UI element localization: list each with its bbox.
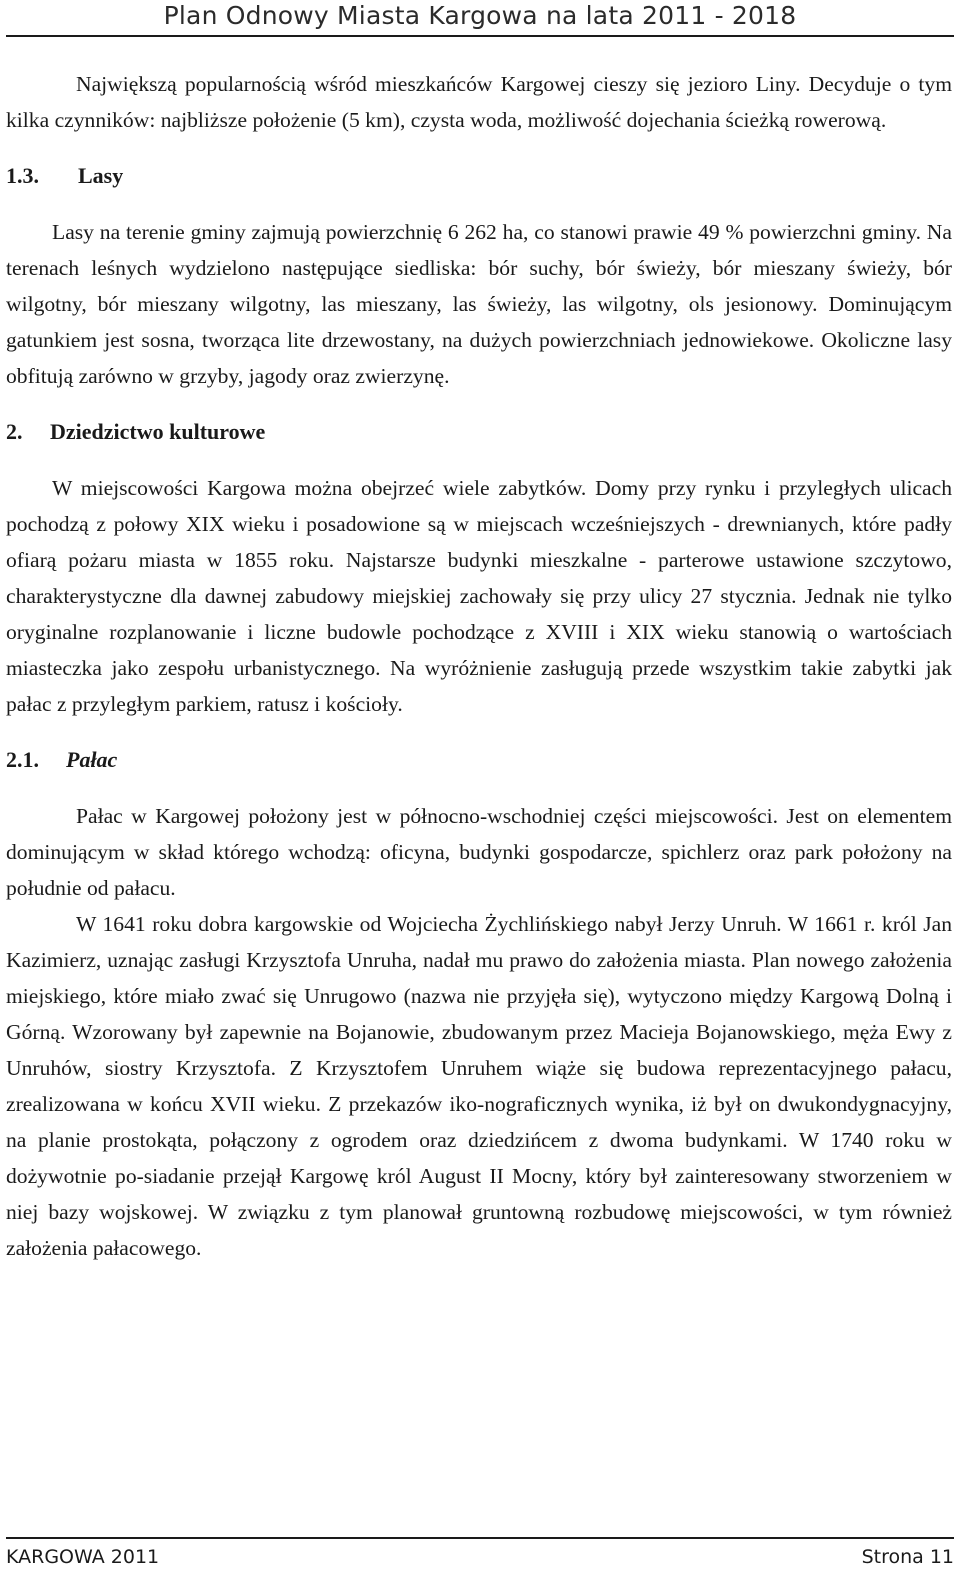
section-number: 2.	[6, 419, 23, 444]
footer-left-text: KARGOWA 2011	[6, 1546, 160, 1568]
spacer	[6, 394, 952, 414]
section-heading-1-3	[6, 158, 952, 194]
spacer	[6, 138, 952, 158]
page-number: Strona 11	[861, 1546, 954, 1568]
footer-rule	[6, 1537, 954, 1539]
spacer	[6, 778, 952, 798]
section-heading-2	[6, 414, 952, 450]
section-title: Pałac	[66, 747, 118, 772]
section-2-paragraph: W miejscowości Kargowa można obejrzeć wiele zabytków. Domy przy rynku i przyległych ulicach pochodzą z połowy XIX wieku i posadowione są w miejscach wcześniejszych - drewnianych, które padły ofiarą pożaru miasta w 1855 roku. Najstarsze budynki mieszkalne - parterowe ustawione szczytowo, charakterystyczne dla dawnej zabudowy miejskiej zachowały się przy ulicy 27 stycznia. Jednak nie tylko oryginalne rozplanowanie i liczne budowle pochodzące z XVIII i XIX wieku stanowią o wartościach miasteczka jako zespołu urbanistycznego. Na wyróżnienie zasługują przede wszystkim takie zabytki jak pałac z przyległym parkiem, ratusz i kościoły.	[6, 476, 952, 716]
section-title: Dziedzictwo kulturowe	[50, 419, 266, 444]
running-header: Plan Odnowy Miasta Kargowa na lata 2011 - 2018	[163, 1, 797, 30]
spacer	[6, 722, 952, 742]
intro-paragraph: Największą popularnością wśród mieszkańców Kargowej cieszy się jezioro Liny. Decyduje o tym kilka czynników: najbliższe położenie (5 km), czysta woda, możliwość dojechania ścieżką rowerową.	[6, 72, 952, 132]
section-number: 1.3.	[6, 163, 39, 188]
spacer	[6, 450, 952, 470]
header-rule	[6, 35, 954, 37]
section-2-1-paragraph-1: Pałac w Kargowej położony jest w północno-wschodniej części miejscowości. Jest on elementem dominującym w skład którego wchodzą: oficyna, budynki gospodarcze, spichlerz oraz park położony na południe od pałacu.	[6, 804, 952, 900]
section-2-1-paragraph-2: W 1641 roku dobra kargowskie od Wojciecha Żychlińskiego nabył Jerzy Unruh. W 1661 r. król Jan Kazimierz, uznając zasługi Krzysztofa Unruha, nadał mu prawo do założenia miasta. Plan nowego założenia miejskiego, które miało zwać się Unrugowo (nazwa nie przyjęła się), wytyczono między Kargową Dolną i Górną. Wzorowany był zapewnie na Bojanowie, zbudowanym przez Macieja Bojanowskiego, męża Ewy z Unruhów, siostry Krzysztofa. Z Krzysztofem Unruhem wiąże się budowa reprezentacyjnego pałacu, zrealizowana w końcu XVII wieku. Z przekazów iko-nograficznych wynika, iż był on dwukondygnacyjny, na planie prostokąta, połączony z ogrodem oraz dziedzińcem z dwoma budynkami. W 1740 roku w dożywotnie po-siadanie przejął Kargowę król August II Mocny, który był zainteresowany stworzeniem w niej bazy wojskowej. W związku z tym planował gruntowną rozbudowę miejscowości, w tym również założenia pałacowego.	[6, 912, 952, 1260]
section-number: 2.1.	[6, 747, 39, 772]
section-heading-2-1	[6, 742, 952, 778]
page-content	[6, 66, 952, 1266]
section-title: Lasy	[78, 163, 124, 188]
spacer	[6, 194, 952, 214]
section-1-3-paragraph: Lasy na terenie gminy zajmują powierzchnię 6 262 ha, co stanowi prawie 49 % powierzchni gminy. Na terenach leśnych wydzielono następujące siedliska: bór suchy, bór świeży, bór mieszany świeży, bór wilgotny, bór mieszany wilgotny, las mieszany, las świeży, las wilgotny, ols jesionowy. Dominującym gatunkiem jest sosna, tworząca lite drzewostany, na dużych powierzchniach jednowiekowe. Okoliczne lasy obfitują zarówno w grzyby, jagody oraz zwierzynę.	[6, 220, 952, 388]
page-footer	[6, 1541, 954, 1573]
